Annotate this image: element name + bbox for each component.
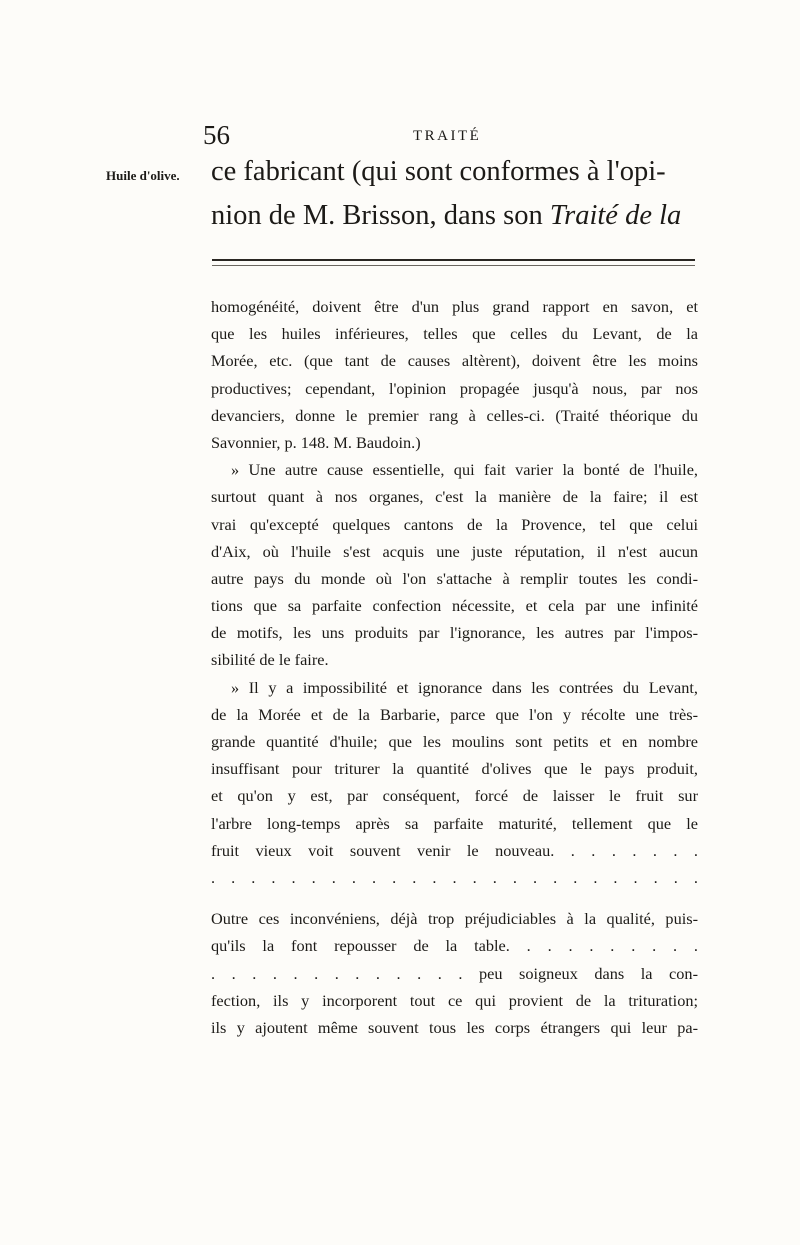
quote-line: devanciers, donne le premier rang à celles-ci. (Traité théorique du: [211, 405, 698, 425]
quote-line: de la Morée et de la Barbarie, parce que l'on y récolte une très-: [211, 704, 698, 724]
main-text-line-1: ce fabricant (qui sont conformes à l'opi-: [211, 156, 666, 187]
quote-line: de motifs, les uns produits par l'ignorance, les autres par l'impos-: [211, 623, 698, 643]
quote-ellipsis-line: . . . . . . . . . . . . . . . . . . . . . . . . .: [211, 867, 698, 887]
quote-line: tions que sa parfaite confection nécessite, et cela par une infinité: [211, 596, 698, 616]
quote-line: » Il y a impossibilité et ignorance dans les contrées du Levant,: [231, 677, 698, 697]
continuation-line: . . . . . . . . . . . . . peu soigneux dans la con-: [211, 963, 698, 983]
main-text-line-2: [211, 194, 711, 238]
continuation-line: ils y ajoutent même souvent tous les corps étrangers qui leur pa-: [211, 1017, 698, 1037]
quote-line: d'Aix, où l'huile s'est acquis une juste réputation, il n'est aucun: [211, 541, 698, 561]
running-title: TRAITÉ: [413, 128, 482, 144]
continuation-line: Outre ces inconvéniens, déjà trop préjudiciables à la qualité, puis-: [211, 909, 698, 929]
quote-line: surtout quant à nos organes, c'est la manière de la faire; il est: [211, 487, 698, 507]
quote-line: insuffisant pour triturer la quantité d'olives que le pays produit,: [211, 759, 698, 779]
book-title-italic: Traité de la: [549, 200, 682, 231]
footnote-rule-thin: [212, 265, 695, 266]
main-text-upper: [211, 150, 711, 238]
main-text-line-2-start: nion de M. Brisson, dans son: [211, 200, 550, 231]
margin-note: Huile d'olive.: [106, 168, 180, 183]
quote-line: grande quantité d'huile; que les moulins sont petits et en nombre: [211, 732, 698, 751]
quote-line: et qu'on y est, par conséquent, forcé de laisser le fruit sur: [211, 786, 698, 806]
running-head: [0, 120, 800, 154]
quote-line: Morée, etc. (que tant de causes altèrent), doivent être les moins: [211, 351, 698, 371]
quote-line: sibilité de le faire.: [211, 650, 329, 670]
continuation-line: fection, ils y incorporent tout ce qui provient de la trituration;: [211, 990, 698, 1010]
quote-line: homogénéité, doivent être d'un plus grand rapport en savon, et: [211, 297, 698, 316]
paragraph-gap: [211, 891, 698, 905]
quote-line: Savonnier, p. 148. M. Baudoin.): [211, 432, 421, 452]
quote-line: fruit vieux voit souvent venir le nouveau. . . . . . . .: [211, 840, 698, 860]
quote-line: productives; cependant, l'opinion propagée jusqu'à nous, par nos: [211, 378, 698, 398]
quotation-block: [211, 293, 698, 1041]
quote-line: » Une autre cause essentielle, qui fait varier la bonté de l'huile,: [231, 460, 698, 480]
continuation-line: qu'ils la font repousser de la table. . . . . . . . . .: [211, 936, 698, 956]
footnote-rule: [212, 259, 695, 261]
page-number: 56: [203, 120, 230, 150]
quote-line: vrai qu'excepté quelques cantons de la Provence, tel que celui: [211, 514, 698, 534]
quote-line: que les huiles inférieures, telles que celles du Levant, de la: [211, 324, 698, 344]
quote-line: autre pays du monde où l'on s'attache à remplir toutes les condi-: [211, 568, 698, 588]
quote-line: l'arbre long-temps après sa parfaite maturité, tellement que le: [211, 813, 698, 833]
